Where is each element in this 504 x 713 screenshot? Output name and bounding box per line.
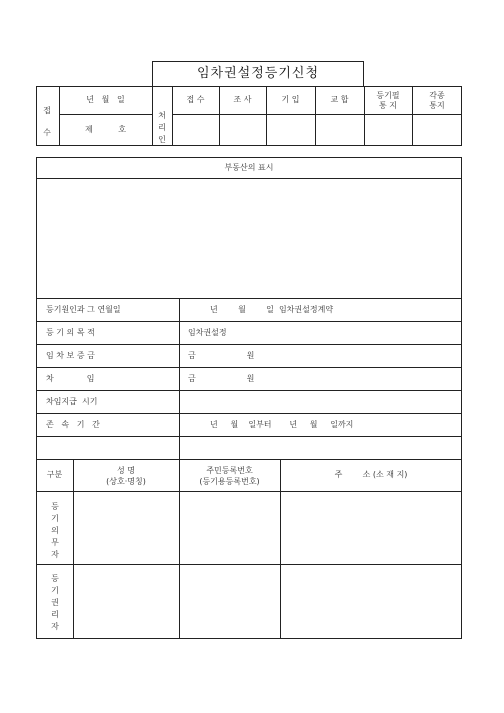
receipt-number-label: 제 호 (85, 125, 126, 134)
row-purpose-label: 등 기 의 목 적 (46, 328, 95, 337)
obligor-id-cell[interactable] (180, 492, 280, 564)
row-deposit-value[interactable]: 금 원 (188, 351, 255, 360)
obligee-address-cell[interactable] (281, 565, 461, 638)
obligor-label: 등 기 의 무 자 (51, 502, 59, 559)
handler-col-receipt: 접 수 (186, 95, 205, 104)
row-cause-label: 등기원인과 그 연월일 (46, 305, 121, 314)
obligee-label: 등 기 권 리 자 (51, 574, 59, 631)
obligee-name-cell[interactable] (74, 565, 179, 638)
receipt-label (41, 100, 53, 144)
parties-col-category: 구분 (46, 470, 63, 479)
parties-col-id: 주민등록번호 (등기용등록번호) (199, 466, 260, 486)
handler-col-notices: 각종 통지 (429, 91, 445, 110)
obligee-id-cell[interactable] (180, 565, 280, 638)
handler-label (156, 98, 168, 146)
parties-col-address: 주 소 (소 재 지) (334, 470, 408, 479)
handler-col-registered-notice: 등기필 통 지 (376, 91, 400, 110)
receipt-date-label: 년 월 일 (86, 95, 125, 104)
handler-col-entry: 기 입 (281, 95, 300, 104)
document-title: 임차권설정등기신청 (196, 66, 320, 81)
row-deposit-label: 임 차 보 증 금 (46, 351, 95, 360)
handler-col-check: 교 합 (330, 95, 349, 104)
handler-label-text: 처 리 인 (158, 111, 166, 144)
property-description-area[interactable] (37, 179, 461, 297)
row-cause-value[interactable]: 년 월 일 임차권설정계약 (210, 305, 334, 314)
parties-col-name: 성 명 (상호·명칭) (106, 466, 146, 486)
row-payment-time-label: 차임지급 시기 (46, 397, 98, 406)
row-duration-value[interactable]: 년 월 일부터 년 월 일까지 (210, 420, 354, 429)
property-header: 부동산의 표시 (224, 163, 274, 172)
row-duration-label: 존 속 기 간 (46, 420, 100, 429)
handler-col-investigation: 조 사 (233, 95, 252, 104)
obligor-name-cell[interactable] (74, 492, 179, 564)
receipt-label-text: 접 수 (43, 106, 51, 137)
obligor-address-cell[interactable] (281, 492, 461, 564)
row-rent-label: 차 임 (46, 374, 95, 383)
row-purpose-value[interactable]: 임차권설정 (188, 328, 227, 337)
row-rent-value[interactable]: 금 원 (188, 374, 255, 383)
